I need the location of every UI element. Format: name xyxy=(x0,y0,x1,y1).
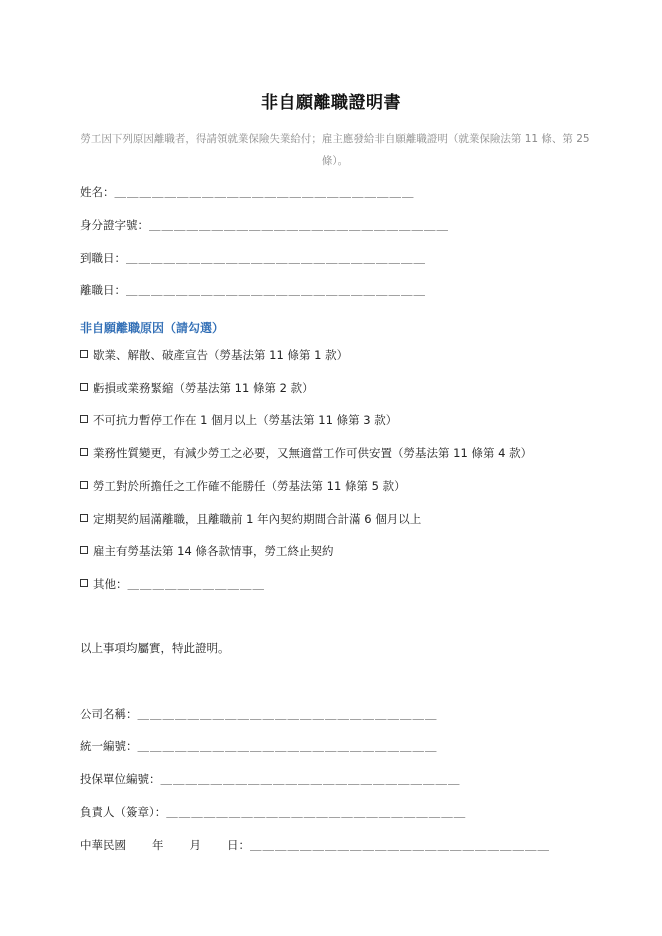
checkbox-icon[interactable] xyxy=(80,514,88,522)
tax-id-blank[interactable]: ＿＿＿＿＿＿＿＿＿＿＿＿＿＿＿＿＿＿＿＿＿＿＿＿ xyxy=(137,739,438,753)
reason-item[interactable] xyxy=(80,380,314,396)
leave-date-blank[interactable]: ＿＿＿＿＿＿＿＿＿＿＿＿＿＿＿＿＿＿＿＿＿＿＿＿ xyxy=(126,283,426,297)
insurance-id-blank[interactable]: ＿＿＿＿＿＿＿＿＿＿＿＿＿＿＿＿＿＿＿＿＿＿＿＿ xyxy=(160,772,461,786)
day-label: 日： xyxy=(227,838,250,852)
tax-id-label: 統一編號： xyxy=(80,739,138,753)
date-line[interactable] xyxy=(80,837,550,853)
id-field[interactable] xyxy=(80,217,449,233)
owner-blank[interactable]: ＿＿＿＿＿＿＿＿＿＿＿＿＿＿＿＿＿＿＿＿＿＿＿＿ xyxy=(166,805,467,819)
name-blank[interactable]: ＿＿＿＿＿＿＿＿＿＿＿＿＿＿＿＿＿＿＿＿＿＿＿＿ xyxy=(114,185,415,199)
reason-label: 歇業、解散、破產宣告（勞基法第 11 條第 1 款） xyxy=(93,348,349,362)
checkbox-icon[interactable] xyxy=(80,481,88,489)
start-date-label: 到職日： xyxy=(80,251,126,265)
checkbox-icon[interactable] xyxy=(80,415,88,423)
start-date-field[interactable] xyxy=(80,250,426,266)
reason-item[interactable] xyxy=(80,445,532,461)
reason-label: 不可抗力暫停工作在 1 個月以上（勞基法第 11 條第 3 款） xyxy=(93,413,398,427)
intro-text: 勞工因下列原因離職者，得請領就業保險失業給付；雇主應發給非自願離職證明（就業保險法第 11 條、第 25 條）。 xyxy=(80,133,590,167)
reason-item-other[interactable] xyxy=(80,576,265,592)
era-label: 中華民國 xyxy=(80,838,126,852)
reason-label: 雇主有勞基法第 14 條各款情事，勞工終止契約 xyxy=(93,544,334,558)
year-label: 年 xyxy=(152,838,164,852)
date-blank[interactable]: ＿＿＿＿＿＿＿＿＿＿＿＿＿＿＿＿＿＿＿＿＿＿＿＿ xyxy=(250,838,550,852)
reason-item[interactable] xyxy=(80,412,397,428)
reason-item[interactable] xyxy=(80,543,333,559)
insurance-id-field[interactable] xyxy=(80,771,461,787)
certify-text: 以上事項均屬實，特此證明。 xyxy=(80,641,230,655)
reason-label: 虧損或業務緊縮（勞基法第 11 條第 2 款） xyxy=(93,381,314,395)
leave-date-label: 離職日： xyxy=(80,283,126,297)
other-blank[interactable]: ＿＿＿＿＿＿＿＿＿＿＿ xyxy=(127,577,265,591)
reason-label: 勞工對於所擔任之工作確不能勝任（勞基法第 11 條第 5 款） xyxy=(93,479,406,493)
reason-item[interactable] xyxy=(80,478,406,494)
checkbox-icon[interactable] xyxy=(80,579,88,587)
document-title: 非自願離職證明書 xyxy=(261,93,401,113)
name-label: 姓名： xyxy=(80,185,115,199)
checkbox-icon[interactable] xyxy=(80,448,88,456)
reason-item[interactable] xyxy=(80,347,348,363)
insurance-id-label: 投保單位編號： xyxy=(80,772,161,786)
checkbox-icon[interactable] xyxy=(80,546,88,554)
reason-heading: 非自願離職原因（請勾選） xyxy=(80,321,225,335)
name-field[interactable] xyxy=(80,184,415,200)
reason-label: 業務性質變更，有減少勞工之必要，又無適當工作可供安置（勞基法第 11 條第 4 款） xyxy=(93,446,533,460)
id-blank[interactable]: ＿＿＿＿＿＿＿＿＿＿＿＿＿＿＿＿＿＿＿＿＿＿＿＿ xyxy=(149,218,449,232)
reason-item[interactable] xyxy=(80,511,421,527)
checkbox-icon[interactable] xyxy=(80,383,88,391)
reason-label: 其他： xyxy=(93,577,128,591)
reason-label: 定期契約屆滿離職，且離職前 1 年內契約期間合計滿 6 個月以上 xyxy=(93,512,422,526)
tax-id-field[interactable] xyxy=(80,738,438,754)
month-label: 月 xyxy=(189,838,201,852)
company-name-blank[interactable]: ＿＿＿＿＿＿＿＿＿＿＿＿＿＿＿＿＿＿＿＿＿＿＿＿ xyxy=(137,707,438,721)
company-name-field[interactable] xyxy=(80,706,438,722)
leave-date-field[interactable] xyxy=(80,282,426,298)
owner-label: 負責人（簽章）： xyxy=(80,805,167,819)
owner-field[interactable] xyxy=(80,804,466,820)
checkbox-icon[interactable] xyxy=(80,350,88,358)
company-name-label: 公司名稱： xyxy=(80,707,138,721)
id-label: 身分證字號： xyxy=(80,218,149,232)
start-date-blank[interactable]: ＿＿＿＿＿＿＿＿＿＿＿＿＿＿＿＿＿＿＿＿＿＿＿＿ xyxy=(126,251,426,265)
